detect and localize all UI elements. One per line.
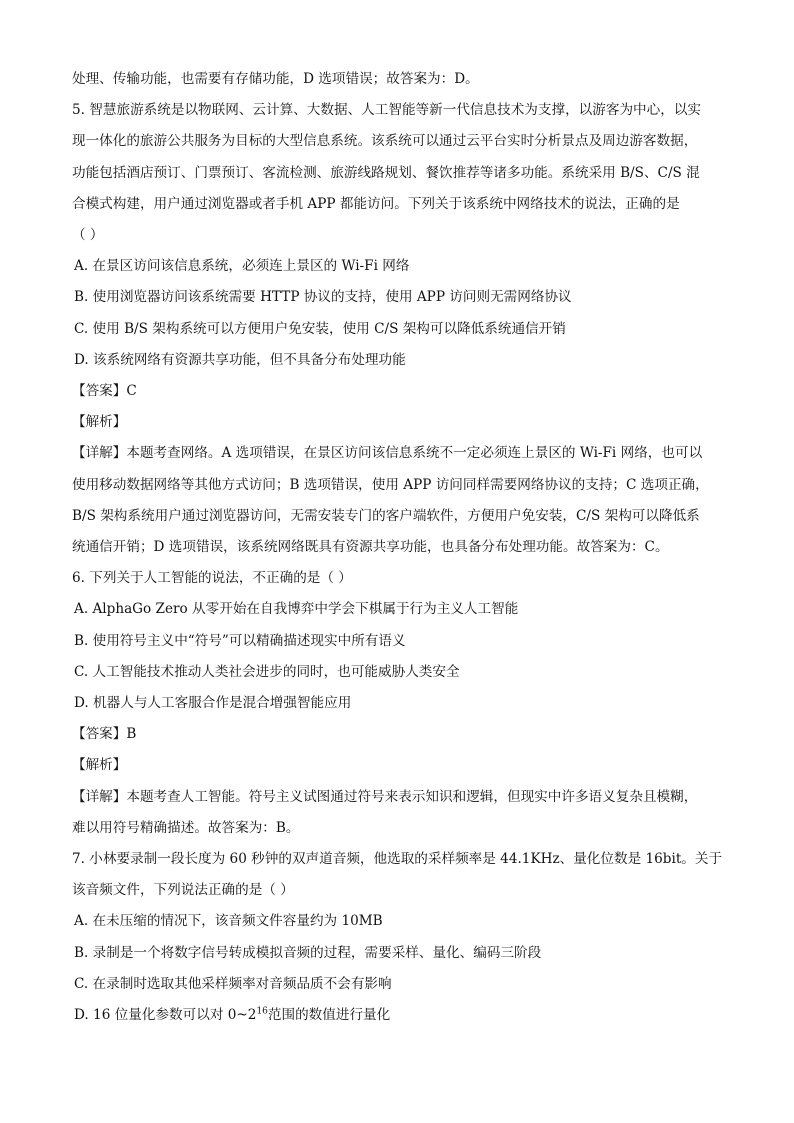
question-7-option-d-superscript: 16: [256, 1006, 268, 1017]
question-6-analysis-heading: 【解析】: [72, 757, 127, 774]
question-7-option-a: A. 在未压缩的情况下，该音频文件容量约为 10MB: [74, 913, 383, 930]
question-5-explanation-line-4: 统通信开销；D 选项错误，该系统网络既具有资源共享功能，也具备分布处理功能。故答案为：C。: [72, 539, 669, 556]
question-5-option-d: D. 该系统网络有资源共享功能，但不具备分布处理功能: [74, 351, 406, 368]
question-6-option-d: D. 机器人与人工客服合作是混合增强智能应用: [74, 695, 352, 712]
question-5-option-a: A. 在景区访问该信息系统，必须连上景区的 Wi-Fi 网络: [74, 258, 410, 275]
question-5-stem-line-3: 功能包括酒店预订、门票预订、客流检测、旅游线路规划、餐饮推荐等诸多功能。系统采用 B/S、C/S 混: [72, 164, 700, 181]
question-6-explanation-line-2: 难以用符号精确描述。故答案为：B。: [72, 819, 300, 836]
question-6-stem: 6. 下列关于人工智能的说法，不正确的是（ ）: [72, 570, 352, 587]
question-5-explanation-line-3: B/S 架构系统用户通过浏览器访问，无需安装专门的客户端软件，方便用户免安装，C/S 架构可以降低系: [72, 507, 700, 524]
question-7-option-c: C. 在录制时选取其他采样频率对音频品质不会有影响: [74, 975, 392, 992]
question-6-option-c: C. 人工智能技术推动人类社会进步的同时，也可能威胁人类安全: [74, 663, 460, 680]
question-7-option-d-text-before: D. 16 位量化参数可以对 0~2: [74, 1007, 257, 1024]
question-6-option-b: B. 使用符号主义中“符号”可以精确描述现实中所有语义: [74, 632, 406, 649]
question-6-answer: 【答案】B: [72, 726, 137, 743]
question-5-answer: 【答案】C: [72, 383, 137, 400]
question-7-stem-line-2: 该音频文件，下列说法正确的是（ ）: [72, 882, 294, 899]
question-6-option-a: A. AlphaGo Zero 从零开始在自我博弈中学会下棋属于行为主义人工智能: [74, 601, 519, 618]
question-5-stem-line-2: 现一体化的旅游公共服务为目标的大型信息系统。该系统可以通过云平台实时分析景点及周边游客数据，: [72, 133, 698, 150]
question-7-stem-line-1: 7. 小林要录制一段长度为 60 秒钟的双声道音频，他选取的采样频率是 44.1KHz、量化位数是 16bit。关于: [72, 851, 723, 868]
question-5-analysis-heading: 【解析】: [72, 414, 127, 431]
question-6-explanation-line-1: 【详解】本题考查人工智能。符号主义试图通过符号来表示知识和逻辑，但现实中许多语义复杂且模糊，: [72, 788, 698, 805]
question-5-explanation-line-2: 使用移动数据网络等其他方式访问；B 选项错误，使用 APP 访问同样需要网络协议的支持；C 选项正确，: [72, 476, 709, 493]
question-5-explanation-line-1: 【详解】本题考查网络。A 选项错误，在景区访问该信息系统不一定必须连上景区的 Wi-Fi 网络，也可以: [72, 445, 703, 462]
question-5-option-b: B. 使用浏览器访问该系统需要 HTTP 协议的支持，使用 APP 访问则无需网络协议: [74, 289, 572, 306]
question-7-option-d-text-after: 范围的数值进行量化: [267, 1007, 391, 1024]
question-5-stem-line-4: 合模式构建，用户通过浏览器或者手机 APP 都能访问。下列关于该系统中网络技术的说法，正确的是: [72, 195, 680, 212]
question-5-stem-line-1: 5. 智慧旅游系统是以物联网、云计算、大数据、人工智能等新一代信息技术为支撑，以游客为中心，以实: [72, 102, 702, 119]
question-5-blank: （ ）: [72, 227, 104, 244]
question-7-option-d: [72, 1000, 722, 1031]
question-5-option-c: C. 使用 B/S 架构系统可以方便用户免安装，使用 C/S 架构可以降低系统通信开销: [74, 320, 566, 337]
text-line-1: 处理、传输功能，也需要有存储功能，D 选项错误；故答案为：D。: [72, 71, 479, 87]
question-7-option-b: B. 录制是一个将数字信号转成模拟音频的过程，需要采样、量化、编码三阶段: [74, 944, 542, 961]
